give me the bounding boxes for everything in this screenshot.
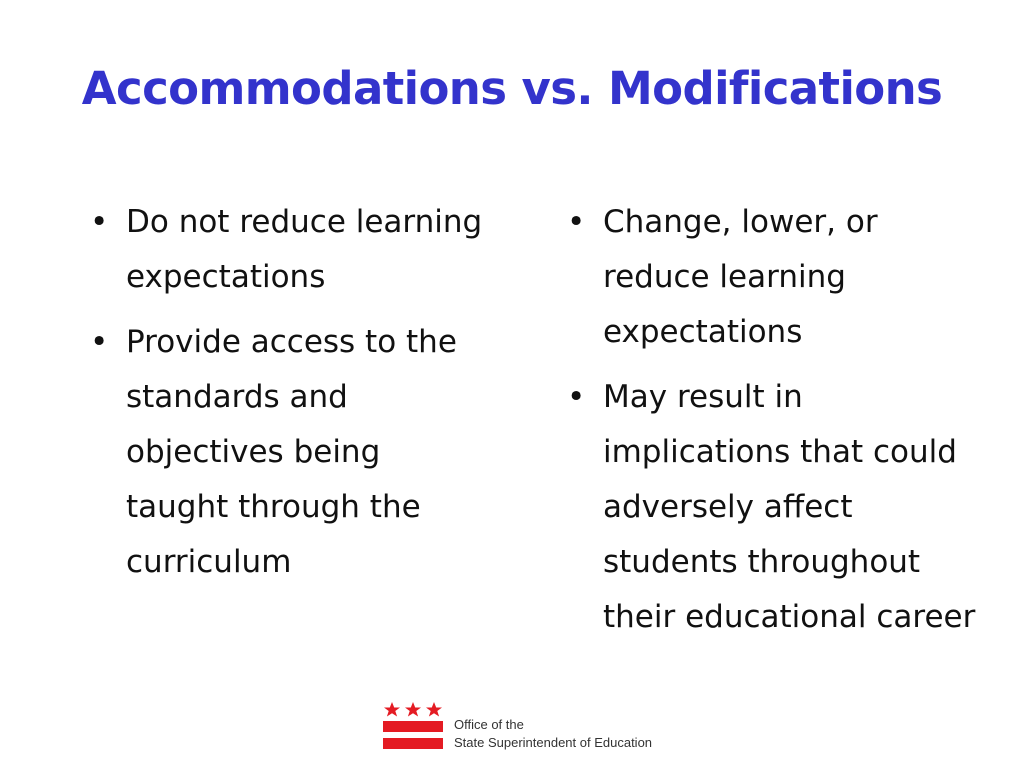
bullet-text: Do not reduce learning expectations [126, 204, 483, 295]
bullet-icon: • [90, 204, 109, 240]
right-column [565, 195, 985, 655]
bullet-icon: • [90, 324, 109, 360]
logo-line-2: State Superintendent of Education [454, 735, 653, 750]
list-item [88, 195, 488, 305]
bullet-text: Provide access to the standards and objectives being taught through the curriculum [126, 324, 457, 580]
logo-line-1: Office of the [454, 717, 524, 732]
list-item [565, 370, 985, 645]
left-bullet-list [88, 195, 488, 590]
logo-text [454, 716, 652, 752]
osse-logo [382, 700, 682, 760]
list-item [565, 195, 985, 360]
bullet-text: May result in implications that could adversely affect students throughout their educational career [603, 379, 976, 635]
bullet-icon: • [567, 379, 586, 415]
dc-flag-icon [382, 700, 444, 754]
right-bullet-list [565, 195, 985, 645]
bullet-text: Change, lower, or reduce learning expectations [603, 204, 878, 350]
bullet-icon: • [567, 204, 586, 240]
left-column [88, 195, 488, 600]
list-item [88, 315, 488, 590]
slide-title: Accommodations vs. Modifications [81, 62, 943, 115]
